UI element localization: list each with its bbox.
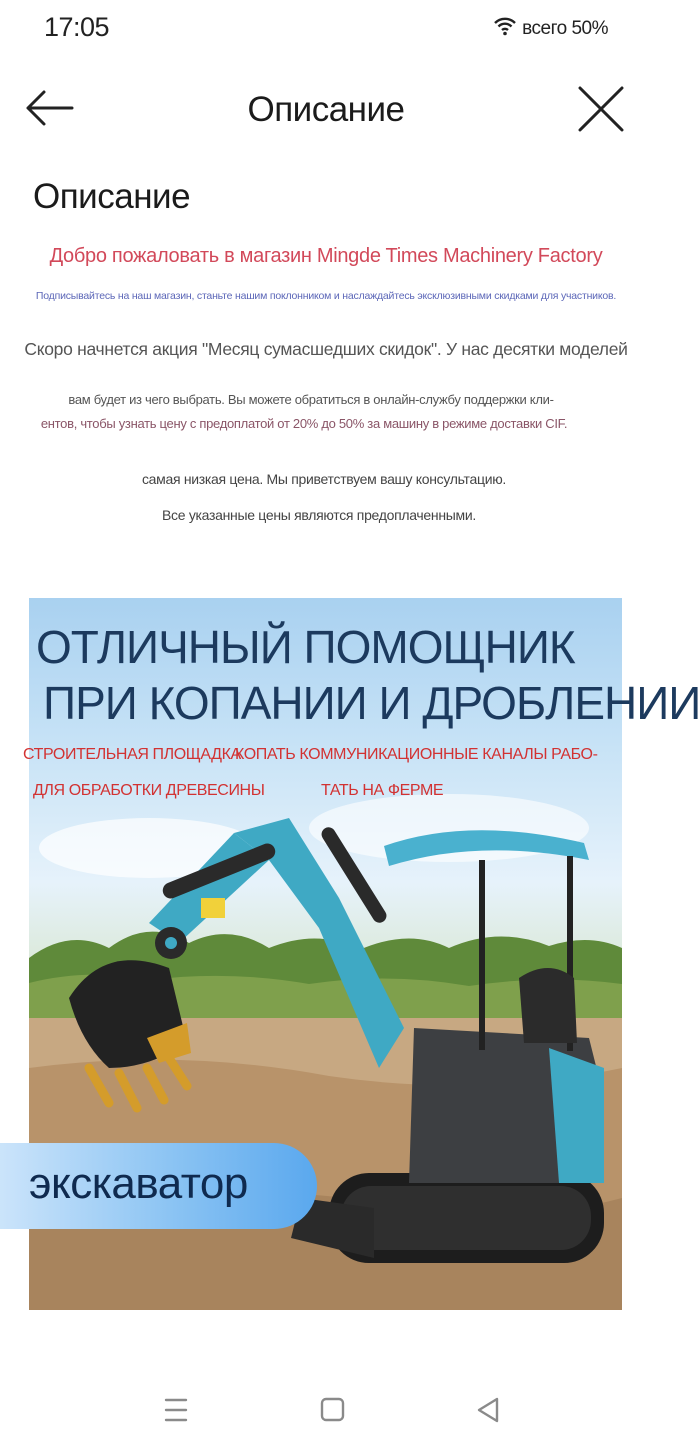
- banner-title-line-2: ПРИ КОПАНИИ И ДРОБЛЕНИИ: [43, 677, 700, 729]
- recent-apps-button[interactable]: [158, 1394, 194, 1426]
- product-label-pill: [0, 1143, 317, 1229]
- banner-tag-construction: СТРОИТЕЛЬНАЯ ПЛОЩАДКА: [23, 746, 241, 763]
- product-label: экскаватор: [29, 1159, 248, 1208]
- status-indicators: [494, 16, 608, 41]
- close-button[interactable]: [576, 84, 626, 134]
- banner-title-line-1: ОТЛИЧНЫЙ ПОМОЩНИК: [36, 621, 575, 673]
- promo-line-1: Скоро начнется акция "Месяц сумасшедших скидок". У нас десятки моделей: [24, 339, 628, 359]
- promo-line-2: вам будет из чего выбрать. Вы можете обратиться в онлайн-службу поддержки кли-: [68, 392, 554, 407]
- top-nav-bar: [0, 70, 652, 150]
- welcome-text: Добро пожаловать в магазин Mingde Times Machinery Factory: [49, 245, 603, 267]
- menu-icon: [158, 1394, 194, 1426]
- product-banner-image[interactable]: [23, 598, 700, 1310]
- page-title: Описание: [247, 90, 405, 129]
- promo-line-3: ентов, чтобы узнать цену с предоплатой от 20% до 50% за машину в режиме доставки CIF.: [40, 416, 568, 431]
- promo-line-5: Все указанные цены являются предоплаченными.: [162, 507, 476, 523]
- promo-line-4: самая низкая цена. Мы приветствуем вашу консультацию.: [141, 471, 507, 487]
- subscribe-text: Подписывайтесь на наш магазин, станьте нашим поклонником и наслаждайтесь эксклюзивными скидками для участников.: [35, 290, 617, 302]
- section-heading: Описание: [33, 177, 191, 216]
- wifi-icon: [494, 16, 516, 41]
- system-back-button[interactable]: [470, 1394, 506, 1426]
- banner-tag-farm: ТАТЬ НА ФЕРМЕ: [321, 782, 444, 799]
- banner-tag-trenching: КОПАТЬ КОММУНИКАЦИОННЫЕ КАНАЛЫ РАБО-: [235, 746, 598, 763]
- back-triangle-icon: [470, 1394, 506, 1426]
- status-time: 17:05: [44, 12, 110, 42]
- battery-text: всего 50%: [522, 17, 608, 39]
- home-button[interactable]: [314, 1394, 350, 1426]
- banner-tag-wood: ДЛЯ ОБРАБОТКИ ДРЕВЕСИНЫ: [33, 782, 265, 799]
- close-icon: [576, 84, 626, 134]
- home-square-icon: [314, 1394, 350, 1426]
- system-nav-bar: [0, 1380, 652, 1448]
- status-bar: [0, 0, 652, 60]
